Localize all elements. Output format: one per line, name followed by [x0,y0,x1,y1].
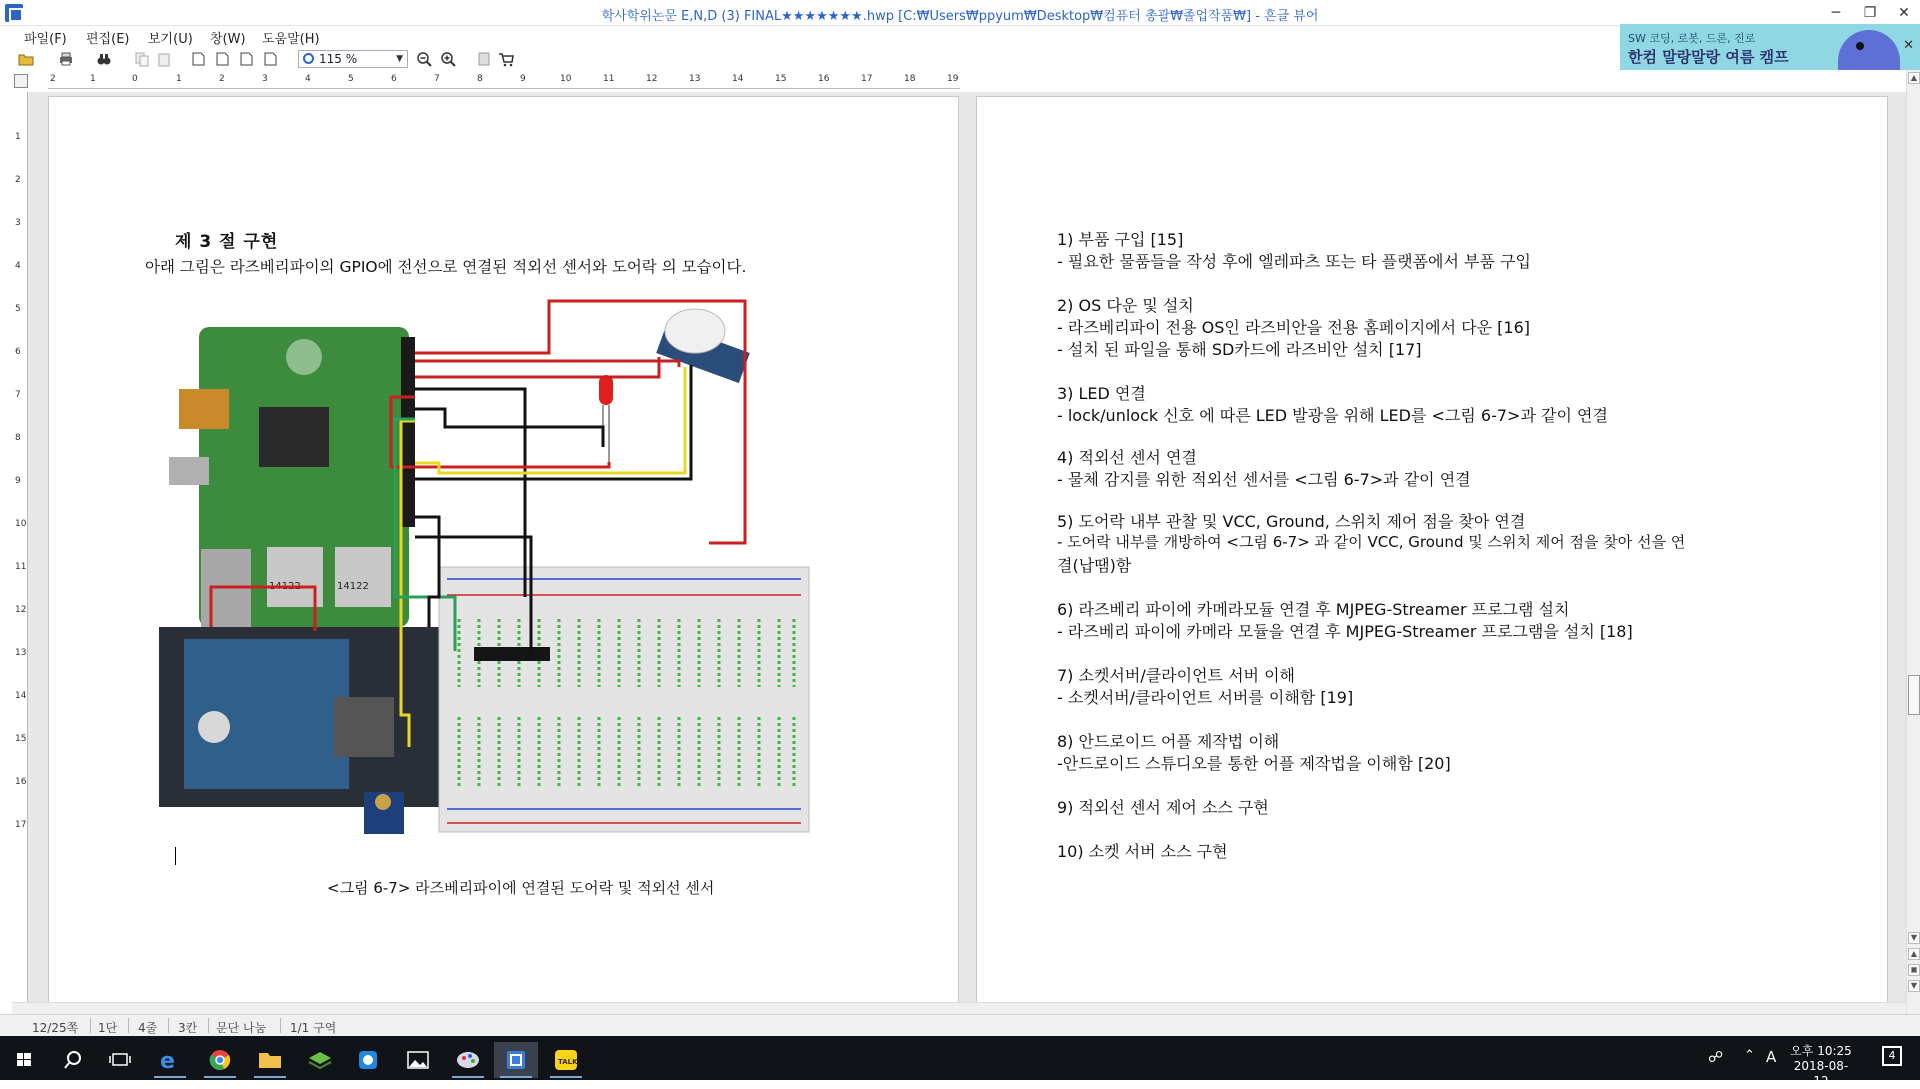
page-view-4-icon[interactable] [262,51,278,67]
page-view-3-icon[interactable] [238,51,254,67]
ad-line2: 한컴 말랑말랑 여름 캠프 [1628,48,1789,66]
open-folder-icon[interactable] [18,51,34,67]
page-view-2-icon[interactable] [214,51,230,67]
paste-icon[interactable] [156,51,172,67]
menu-edit[interactable]: 편집(E) [86,32,130,47]
chrome-icon[interactable] [198,1042,242,1078]
title-bar [0,0,1920,26]
task-view-icon[interactable] [98,1042,142,1078]
toolbar [0,48,1620,70]
ad-line1: SW 코딩, 로봇, 드론, 진로 [1628,32,1756,45]
window-title: 학사학위논문 E,N,D (3) FINAL★★★★★★★.hwp [C:₩Users₩ppyum₩Desktop₩컴퓨터 총괄₩졸업작품₩] - 흔글 뷰어 [601,9,1319,24]
clock-time: 오후 10:25 [1790,1044,1852,1058]
minimize-button[interactable]: ─ [1831,5,1841,21]
step-1-heading: 1) 부품 구입 [15] [1057,230,1184,249]
step-3-heading: 3) LED 연결 [1057,384,1146,403]
vertical-ruler: 1 2 3 4 5 6 7 8 9 10 11 12 13 14 15 16 17 [12,92,28,1004]
step-8-heading: 8) 안드로이드 어플 제작법 이해 [1057,732,1280,751]
status-char: 3칸 [178,1021,198,1035]
tray-chevron-up-icon[interactable]: ⌃ [1744,1048,1755,1063]
file-explorer-icon[interactable] [248,1042,292,1078]
step-2-line-1: - 라즈베리파이 전용 OS인 라즈비안을 전용 홈페이지에서 다운 [16] [1057,318,1530,337]
step-6-heading: 6) 라즈베리 파이에 카메라모듈 연결 후 MJPEG-Streamer 프로그램 설치 [1057,600,1570,619]
scroll-thumb[interactable] [1908,675,1920,715]
ruler-corner[interactable] [14,74,28,88]
close-button[interactable]: ✕ [1898,5,1910,21]
pir-sensor [656,309,750,383]
messenger-app-icon[interactable] [346,1042,390,1078]
step-4-line-1: - 물체 감지를 위한 적외선 센서를 <그림 6-7>과 같이 연결 [1057,470,1471,489]
scroll-up-icon[interactable]: ▲ [1908,72,1920,84]
start-windows-icon[interactable] [2,1042,46,1078]
intro-paragraph: 아래 그림은 라즈베리파이의 GPIO에 전선으로 연결된 적외선 센서와 도어락 의 모습이다. [145,258,747,276]
horizontal-scrollbar[interactable] [12,1002,1906,1014]
document-page-12[interactable] [48,96,959,1002]
document-page-13[interactable] [976,96,1888,1002]
step-7-heading: 7) 소켓서버/클라이언트 서버 이해 [1057,666,1295,685]
search-icon[interactable] [50,1042,94,1078]
mascot-eye-icon [1856,42,1864,50]
step-4-heading: 4) 적외선 센서 연결 [1057,448,1197,467]
step-5-heading: 5) 도어락 내부 관찰 및 VCC, Ground, 스위치 제어 점을 찾아 연결 [1057,512,1526,531]
step-6-line-1: - 라즈베리 파이에 카메라 모듈을 연결 후 MJPEG-Streamer 프로그램을 설치 [18] [1057,622,1633,641]
usb-label-a: 14122 [269,581,301,592]
document-area[interactable] [28,92,1906,1002]
section-title: 제 3 절 구현 [175,232,279,252]
menu-view[interactable]: 보기(U) [148,32,193,47]
status-column: 1단 [98,1021,118,1035]
step-9-heading: 9) 적외선 센서 제어 소스 구현 [1057,798,1269,817]
figure-caption: <그림 6-7> 라즈베리파이에 연결된 도어락 및 적외선 센서 [327,879,715,897]
step-1-line-1: - 필요한 물품들을 작성 후에 엘레파츠 또는 타 플랫폼에서 부품 구입 [1057,252,1531,271]
usb-label-b: 14122 [337,581,369,592]
print-icon[interactable] [58,51,74,67]
photos-icon[interactable] [396,1042,440,1078]
step-2-heading: 2) OS 다운 및 설치 [1057,296,1194,315]
layers-app-icon[interactable] [298,1042,342,1078]
zoom-select[interactable] [298,50,408,68]
menu-bar [0,26,1620,48]
page-view-1-icon[interactable] [190,51,206,67]
scroll-down-icon[interactable]: ▼ [1908,932,1920,944]
status-bar [0,1014,1920,1036]
vertical-scrollbar[interactable] [1906,70,1920,1014]
ad-banner[interactable] [1620,24,1920,70]
step-8-line-1: -안드로이드 스튜디오를 통한 어플 제작법을 이해함 [20] [1057,754,1451,773]
zoom-in-icon[interactable] [440,51,456,67]
page-setup-icon[interactable] [476,51,492,67]
status-page: 12/25쪽 [32,1021,79,1035]
svg-text:TALK: TALK [558,1058,578,1066]
system-clock[interactable] [1788,1044,1854,1089]
step-2-line-2: - 설치 된 파일을 통해 SD카드에 라즈비안 설치 [17] [1057,340,1422,359]
people-icon[interactable]: ☍ [1708,1048,1724,1066]
zoom-value: 115 % [319,52,358,66]
led [599,375,613,462]
hwp-viewer-taskbar-icon[interactable] [494,1042,538,1078]
step-3-line-1: - lock/unlock 신호 에 따른 LED 발광을 위해 LED를 <그림 6-7>과 같이 연결 [1057,406,1608,425]
menu-file[interactable]: 파일(F) [24,32,67,47]
prev-page-icon[interactable]: ▲ [1908,948,1920,960]
wiring-figure [139,297,859,857]
chevron-down-icon: ▼ [396,54,403,64]
step-7-line-1: - 소켓서버/클라이언트 서버를 이해함 [19] [1057,688,1354,707]
zoom-magnifier-icon [303,53,314,64]
restore-button[interactable]: ❐ [1863,5,1877,21]
action-center-icon[interactable]: 4 [1882,1046,1902,1066]
text-cursor [175,847,176,865]
edge-browser-icon[interactable] [148,1042,192,1078]
step-5-line-1: - 도어락 내부를 개방하여 <그림 6-7> 과 같이 VCC, Ground 및 스위치 제어 점을 찾아 선을 연 [1057,533,1686,551]
mascot-icon [1838,30,1900,70]
menu-help[interactable]: 도움말(H) [262,32,320,47]
ime-indicator[interactable]: A [1766,1048,1777,1066]
zoom-out-icon[interactable] [416,51,432,67]
kakaotalk-icon[interactable] [544,1042,588,1078]
copy-icon[interactable] [134,51,150,67]
cart-icon[interactable] [498,51,514,67]
step-5-line-2: 결(납땜)함 [1057,556,1132,575]
paint-app-icon[interactable] [446,1042,490,1078]
step-10-heading: 10) 소켓 서버 소스 구현 [1057,842,1228,861]
status-line: 4줄 [138,1021,158,1035]
status-paragraph: 문단 나눔 [216,1021,267,1035]
find-binoculars-icon[interactable] [96,51,112,67]
svg-text:e: e [160,1049,175,1074]
page-select-icon[interactable]: ◼ [1908,964,1920,976]
menu-window[interactable]: 창(W) [210,32,246,47]
clock-date: 2018-08-12 [1793,1059,1849,1088]
ad-close-button[interactable]: ✕ [1903,38,1914,53]
horizontal-ruler: 2 1 0 1 2 3 4 5 6 7 8 9 10 11 12 13 14 15 16 17 18 19 [48,73,960,89]
taskbar [0,1036,1920,1088]
status-section: 1/1 구역 [290,1021,337,1035]
breadboard [439,567,809,832]
next-page-icon[interactable]: ▼ [1908,980,1920,992]
door-lock [159,627,449,834]
